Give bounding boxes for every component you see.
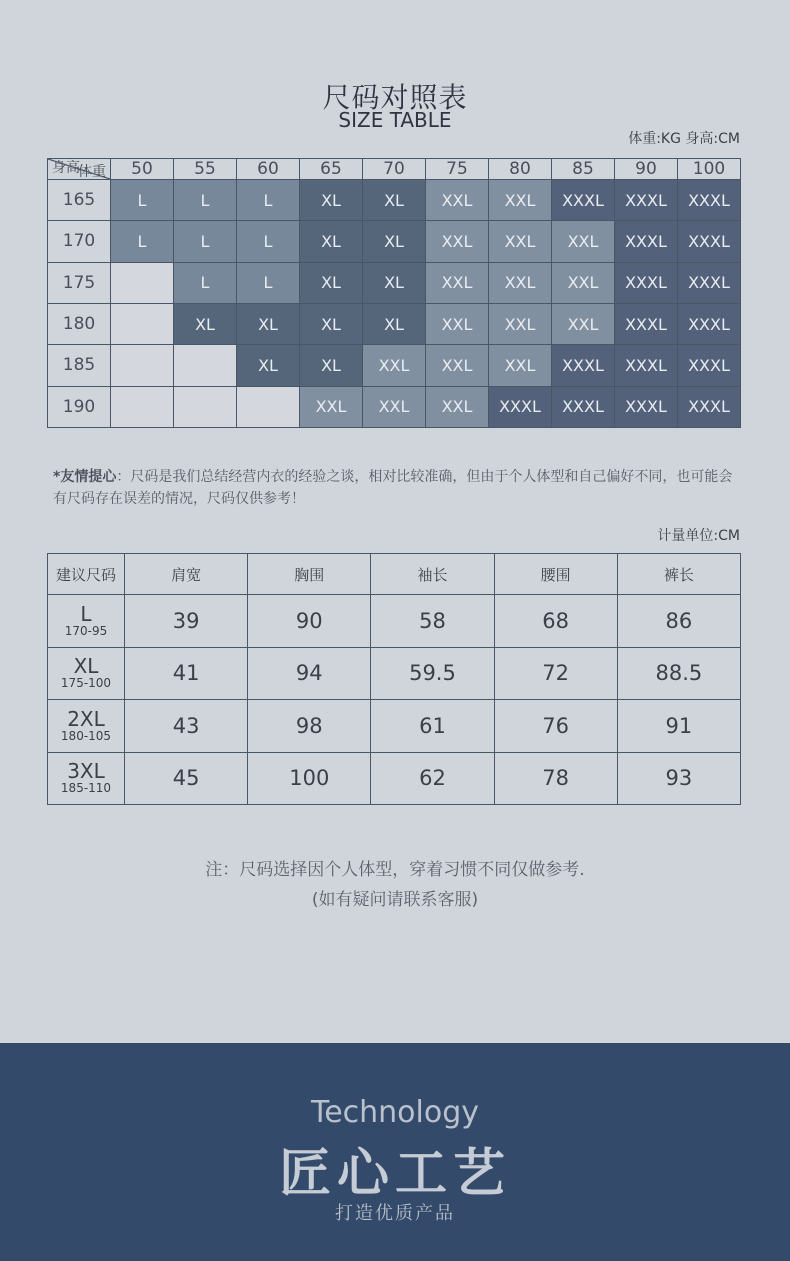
size-cell: XXXL (678, 303, 741, 344)
size-cell: XL (363, 303, 426, 344)
size-cell: XXXL (615, 345, 678, 386)
size-cell: XL (300, 262, 363, 303)
height-header: 165 (48, 180, 111, 221)
footer-contact: (如有疑问请联系客服) (311, 890, 479, 910)
grid-row (48, 345, 741, 386)
grid-header-row (48, 159, 741, 180)
size-cell: XXL (489, 262, 552, 303)
height-header: 185 (48, 345, 111, 386)
height-header: 180 (48, 303, 111, 344)
measurement-value: 61 (371, 700, 494, 753)
grid-row (48, 303, 741, 344)
size-cell: XL (300, 221, 363, 262)
measurement-row (48, 700, 741, 753)
corner-height-label: 身高 (52, 160, 80, 176)
size-cell: XXXL (615, 221, 678, 262)
size-cell (174, 386, 237, 427)
size-cell: XXXL (615, 180, 678, 221)
size-cell: XXL (426, 221, 489, 262)
size-name: XL (73, 654, 99, 679)
measurement-value: 68 (494, 595, 617, 648)
size-cell: XXXL (678, 386, 741, 427)
size-cell: XXL (426, 303, 489, 344)
size-cell: XL (363, 262, 426, 303)
size-name: 3XL (67, 759, 105, 784)
measurement-value: 88.5 (617, 647, 740, 700)
size-cell (111, 303, 174, 344)
measurement-table (47, 553, 741, 805)
weight-header: 60 (237, 159, 300, 180)
weight-header: 75 (426, 159, 489, 180)
weight-header: 65 (300, 159, 363, 180)
banner-english: Technology (310, 1095, 480, 1130)
size-cell: XXL (426, 262, 489, 303)
measurement-value: 72 (494, 647, 617, 700)
measurement-value: 41 (125, 647, 248, 700)
size-cell: XXL (363, 386, 426, 427)
weight-header: 85 (552, 159, 615, 180)
size-cell: XXL (552, 262, 615, 303)
technology-banner (0, 1043, 790, 1261)
measurement-value: 91 (617, 700, 740, 753)
measurement-header-row (48, 554, 741, 595)
tip-label: *友情提心 (53, 469, 117, 485)
measurement-row (48, 647, 741, 700)
size-cell: XXXL (678, 221, 741, 262)
size-cell: XL (300, 180, 363, 221)
size-cell (111, 386, 174, 427)
measurement-value: 100 (248, 752, 371, 805)
tip-note (53, 466, 743, 510)
height-header: 170 (48, 221, 111, 262)
size-cell: XXL (552, 221, 615, 262)
size-cell: XXXL (552, 180, 615, 221)
height-header: 175 (48, 262, 111, 303)
weight-header: 70 (363, 159, 426, 180)
size-range: 170-95 (64, 623, 108, 638)
weight-header: 55 (174, 159, 237, 180)
size-cell: XXL (426, 180, 489, 221)
size-cell: L (174, 262, 237, 303)
size-cell (111, 345, 174, 386)
size-cell: XXXL (678, 180, 741, 221)
measurement-units: 计量单位:CM (657, 528, 740, 544)
measurement-value: 86 (617, 595, 740, 648)
size-cell: XL (300, 345, 363, 386)
size-cell: XL (237, 303, 300, 344)
size-label-cell (48, 595, 125, 648)
size-cell: XXL (300, 386, 363, 427)
measurement-value: 58 (371, 595, 494, 648)
measurement-value: 62 (371, 752, 494, 805)
size-cell: XXL (426, 345, 489, 386)
size-cell (174, 345, 237, 386)
size-cell: XXL (489, 303, 552, 344)
measurement-value: 45 (125, 752, 248, 805)
grid-units: 体重:KG 身高:CM (628, 131, 740, 147)
size-cell: XXL (363, 345, 426, 386)
measurement-row (48, 595, 741, 648)
size-cell (237, 386, 300, 427)
size-cell: L (237, 262, 300, 303)
size-cell: XL (300, 303, 363, 344)
size-cell: L (237, 221, 300, 262)
size-cell: XXXL (552, 345, 615, 386)
size-name: L (80, 601, 92, 626)
size-name: 2XL (67, 706, 105, 731)
size-cell: XXL (489, 345, 552, 386)
size-cell: XXL (489, 180, 552, 221)
size-cell: XXL (426, 386, 489, 427)
size-cell: L (111, 180, 174, 221)
size-cell (111, 262, 174, 303)
size-cell: XXXL (678, 262, 741, 303)
measurement-row (48, 752, 741, 805)
measurement-value: 78 (494, 752, 617, 805)
size-label-cell (48, 647, 125, 700)
size-range: 180-105 (60, 728, 112, 743)
size-cell: XXL (489, 221, 552, 262)
size-cell: XL (363, 180, 426, 221)
size-cell: XXXL (489, 386, 552, 427)
measurement-value: 90 (248, 595, 371, 648)
tip-text: ：尺码是我们总结经营内衣的经验之谈，相对比较准确，但由于个人体型和自己偏好不同，也可能会有尺码存在误差的情况，尺码仅供参考！ (53, 469, 733, 507)
corner-weight-label: 体重 (78, 164, 106, 180)
banner-slogan: 打造优质产品 (335, 1203, 455, 1224)
weight-header: 80 (489, 159, 552, 180)
measurement-header: 袖长 (371, 554, 494, 595)
size-range: 175-100 (60, 676, 112, 691)
size-cell: L (174, 221, 237, 262)
weight-header: 100 (678, 159, 741, 180)
grid-row (48, 386, 741, 427)
measurement-header: 肩宽 (125, 554, 248, 595)
banner-title: 匠心工艺 (278, 1144, 511, 1204)
size-cell: XXXL (678, 345, 741, 386)
grid-row (48, 262, 741, 303)
measurement-value: 76 (494, 700, 617, 753)
weight-header: 50 (111, 159, 174, 180)
height-header: 190 (48, 386, 111, 427)
measurement-value: 39 (125, 595, 248, 648)
size-cell: XXXL (615, 262, 678, 303)
footer-note: 注：尺码选择因个人体型，穿着习惯不同仅做参考. (205, 860, 585, 880)
size-grid-table (47, 158, 741, 428)
size-label-cell (48, 700, 125, 753)
grid-row (48, 221, 741, 262)
page-subtitle: SIZE TABLE (338, 108, 452, 132)
size-cell: XXL (552, 303, 615, 344)
weight-header: 90 (615, 159, 678, 180)
measurement-value: 94 (248, 647, 371, 700)
size-cell: XXXL (615, 303, 678, 344)
size-range: 185-110 (60, 781, 112, 796)
grid-row (48, 180, 741, 221)
page-title: 尺码对照表 (322, 81, 468, 114)
measurement-value: 98 (248, 700, 371, 753)
size-cell: L (174, 180, 237, 221)
grid-corner-cell (48, 159, 111, 180)
measurement-value: 93 (617, 752, 740, 805)
measurement-header: 胸围 (248, 554, 371, 595)
measurement-header: 建议尺码 (48, 554, 125, 595)
size-cell: XXXL (552, 386, 615, 427)
measurement-header: 腰围 (494, 554, 617, 595)
measurement-value: 43 (125, 700, 248, 753)
size-cell: XXXL (615, 386, 678, 427)
size-cell: XL (174, 303, 237, 344)
size-cell: XL (237, 345, 300, 386)
size-cell: L (237, 180, 300, 221)
size-label-cell (48, 752, 125, 805)
size-cell: L (111, 221, 174, 262)
measurement-value: 59.5 (371, 647, 494, 700)
measurement-header: 裤长 (617, 554, 740, 595)
size-cell: XL (363, 221, 426, 262)
